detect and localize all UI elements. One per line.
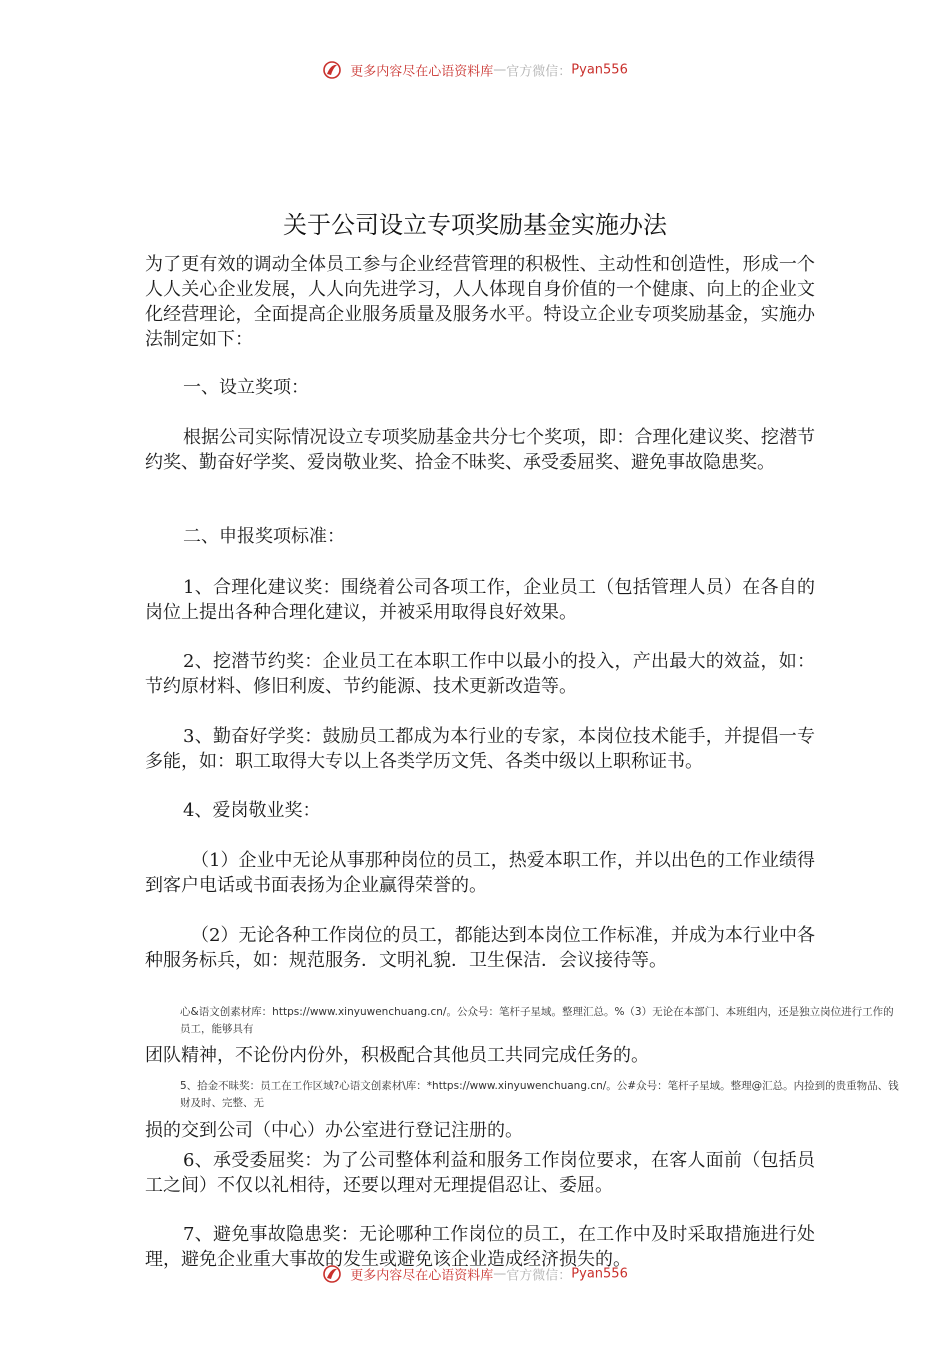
item-7: 7、避免事故隐患奖：无论哪种工作岗位的员工，在工作中及时采取措施进行处理，避免企业重大事故的发生或避免该企业造成经济损失的。: [145, 1224, 815, 1270]
source-note-1: 心&语文创素材库：https://www.xinyuwenchuang.cn/。公众号：笔杆子星域。整理汇总。%（3）无论在本部门、本班组内，还是独立岗位进行工作的员工，能够具有: [180, 1006, 894, 1035]
item-4-sub-3-continuation: 团队精神，不论份内份外，积极配合其他员工共同完成任务的。: [145, 1045, 649, 1066]
watermark-wechat-id: Pyan556: [571, 62, 628, 78]
source-note-2: 5、拾金不昧奖：员工在工作区域?心语文创素材\库：*https://www.xinyuwenchuang.cn/。公#众号：笔杆子星域。整理@汇总。内捡到的贵重物品、钱财及时、完整、无: [180, 1080, 899, 1109]
section1-heading: 一、设立奖项：: [183, 377, 309, 398]
watermark-separator: —: [493, 62, 507, 78]
logo-icon: [322, 1264, 342, 1284]
watermark-wechat-label: 官方微信：: [506, 64, 572, 80]
item-1: 1、合理化建议奖：围绕着公司各项工作，企业员工（包括管理人员）在各自的岗位上提出各种合理化建议，并被采用取得良好效果。: [145, 577, 815, 623]
item-5-continuation: 损的交到公司（中心）办公室进行登记注册的。: [145, 1120, 523, 1141]
watermark-wechat-id: Pyan556: [571, 1266, 628, 1282]
watermark-brand: 更多内容尽在心语资料库: [350, 1268, 494, 1284]
item-2: 2、挖潜节约奖：企业员工在本职工作中以最小的投入，产出最大的效益，如：节约原材料、修旧利废、节约能源、技术更新改造等。: [145, 651, 815, 697]
item-6: 6、承受委屈奖：为了公司整体利益和服务工作岗位要求，在客人面前（包括员工之间）不仅以礼相待，还要以理对无理提倡忍让、委屈。: [145, 1150, 815, 1196]
watermark-wechat-label: 官方微信：: [506, 1268, 572, 1284]
section2-heading: 二、申报奖项标准：: [183, 526, 345, 547]
page-title: 关于公司设立专项奖励基金实施办法: [283, 211, 667, 239]
watermark-header: [0, 60, 950, 80]
logo-icon: [322, 60, 342, 80]
watermark-brand: 更多内容尽在心语资料库: [350, 64, 494, 80]
item-4-sub-1: （1）企业中无论从事那种岗位的员工，热爱本职工作，并以出色的工作业绩得到客户电话或书面表扬为企业赢得荣誉的。: [145, 850, 815, 896]
section1-body: 根据公司实际情况设立专项奖励基金共分七个奖项，即：合理化建议奖、挖潜节约奖、勤奋好学奖、爱岗敬业奖、拾金不昧奖、承受委屈奖、避免事故隐患奖。: [145, 427, 815, 473]
item-3: 3、勤奋好学奖：鼓励员工都成为本行业的专家，本岗位技术能手，并提倡一专多能，如：职工取得大专以上各类学历文凭、各类中级以上职称证书。: [145, 726, 815, 772]
item-4-sub-2: （2）无论各种工作岗位的员工，都能达到本岗位工作标准，并成为本行业中各种服务标兵，如：规范服务．文明礼貌．卫生保洁．会议接待等。: [145, 925, 815, 971]
intro-paragraph: 为了更有效的调动全体员工参与企业经营管理的积极性、主动性和创造性，形成一个人人关心企业发展，人人向先进学习，人人体现自身价值的一个健康、向上的企业文化经营理论，全面提高企业服务质量及服务水平。特设立企业专项奖励基金，实施办法制定如下：: [145, 254, 815, 350]
item-4-heading: 4、爱岗敬业奖：: [183, 800, 321, 821]
watermark-footer: [0, 1264, 950, 1284]
watermark-separator: —: [493, 1266, 507, 1282]
